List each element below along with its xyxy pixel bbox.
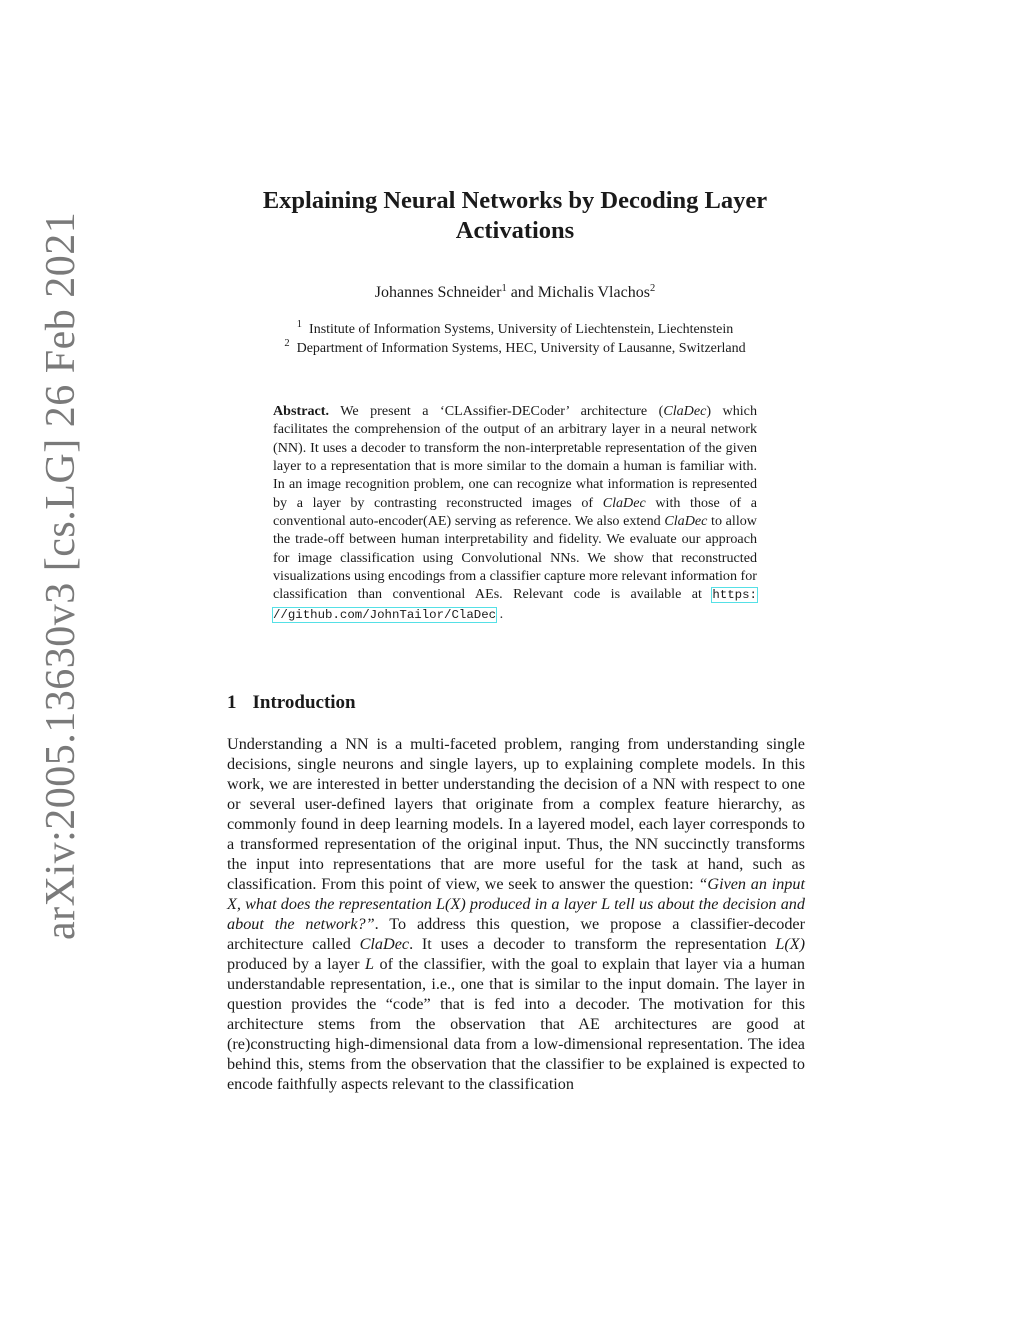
abstract-text-1: We present a ‘CLAssifier-DECoder’ architecture ( [328, 403, 664, 419]
affiliation-1-text: Institute of Information Systems, University of Liechtenstein, Liechtenstein [309, 322, 734, 337]
intro-text-3: . It uses a decoder to transform the representation [409, 935, 776, 953]
section-title: Introduction [252, 692, 356, 713]
author-1: Johannes Schneider [374, 284, 502, 301]
abstract-cladec-1: ClaDec [663, 403, 707, 419]
code-link-part-1[interactable]: https: [712, 588, 757, 603]
code-link-part-2[interactable]: //github.com/JohnTailor/ClaDec [273, 607, 497, 622]
affiliation-2-text: Department of Information Systems, HEC, University of Lausanne, Switzerland [296, 341, 746, 356]
introduction-paragraph [227, 734, 805, 1094]
abstract-cladec-3: ClaDec [664, 513, 708, 530]
abstract-label: Abstract. [273, 403, 329, 419]
affiliation-1 [210, 319, 820, 338]
author-1-affiliation-mark: 1 [501, 283, 507, 294]
paper-title: Explaining Neural Networks by Decoding Layer Activations [262, 187, 768, 244]
intro-cladec: ClaDec [359, 935, 410, 953]
abstract-text-3: with those of a conventional auto-encoder(AE) serving as reference. We also extend [273, 494, 757, 530]
intro-text-4: produced by a layer [227, 955, 365, 973]
abstract-text-4: to allow the trade-off between human interpretability and fidelity. We evaluate our approach for image classification using Convolutional NNs. We show that reconstructed visualizations using encodings from a classifier capture more relevant information for classification than conventional AEs. Relevant code is available at [273, 513, 757, 603]
intro-text-1: Understanding a NN is a multi-faceted problem, ranging from understanding single decisions, single neurons and single layers, up to explaining complete models. In this work, we are interested in better understanding the decision of a NN with respect to one or several user-defined layers that originate from a complex feature hierarchy, as commonly found in deep learning models. In a layered model, each layer corresponds to a transformed representation of the original input. Thus, the NN succinctly transforms the input into representations that are more useful for the task at hand, such as classification. From this point of view, we seek to answer the question: [227, 735, 805, 893]
abstract-end: . [496, 605, 504, 622]
section-number: 1 [227, 692, 237, 713]
author-2: Michalis Vlachos [537, 284, 650, 301]
intro-l: L [365, 955, 375, 973]
author-2-affiliation-mark: 2 [649, 283, 656, 294]
intro-text-2: . To address this question, we propose a classifier-decoder architecture called [227, 915, 805, 953]
arxiv-identifier-stamp: arXiv:2005.13630v3 [cs.LG] 26 Feb 2021 [38, 211, 84, 940]
intro-text-5: of the classifier, with the goal to explain that layer via a human understandable representation, i.e., one that is similar to the input domain. The layer in question provides the “code” that is fed into a decoder. The motivation for this architecture stems from the observation that AE architectures are good at (re)constructing high-dimensional data from a low-dimensional representation. The idea behind this, stems from the observation that the classifier to be explained is expected to encode faithfully aspects relevant to the classification [227, 955, 806, 1093]
author-line [210, 283, 820, 302]
affiliation-1-mark: 1 [296, 319, 303, 330]
affiliation-2 [210, 338, 820, 357]
abstract [273, 402, 757, 624]
author-conjunction: and [506, 284, 538, 301]
intro-lx: L(X) [775, 935, 806, 953]
intro-question: “Given an input X, what does the representation L(X) produced in a layer L tell us about the decision and about the network?” [227, 875, 805, 933]
affiliation-2-mark: 2 [284, 338, 290, 349]
abstract-cladec-2: ClaDec [602, 494, 646, 511]
abstract-text-2: ) which facilitates the comprehension of the output of an arbitrary layer in a neural network (NN). It uses a decoder to transform the non-interpretable representation of the given layer to a representation that is more similar to the domain a human is familiar with. In an image recognition problem, one can recognize what information is represented by a layer by contrasting reconstructed images of [273, 403, 757, 511]
section-heading-introduction [227, 692, 356, 714]
